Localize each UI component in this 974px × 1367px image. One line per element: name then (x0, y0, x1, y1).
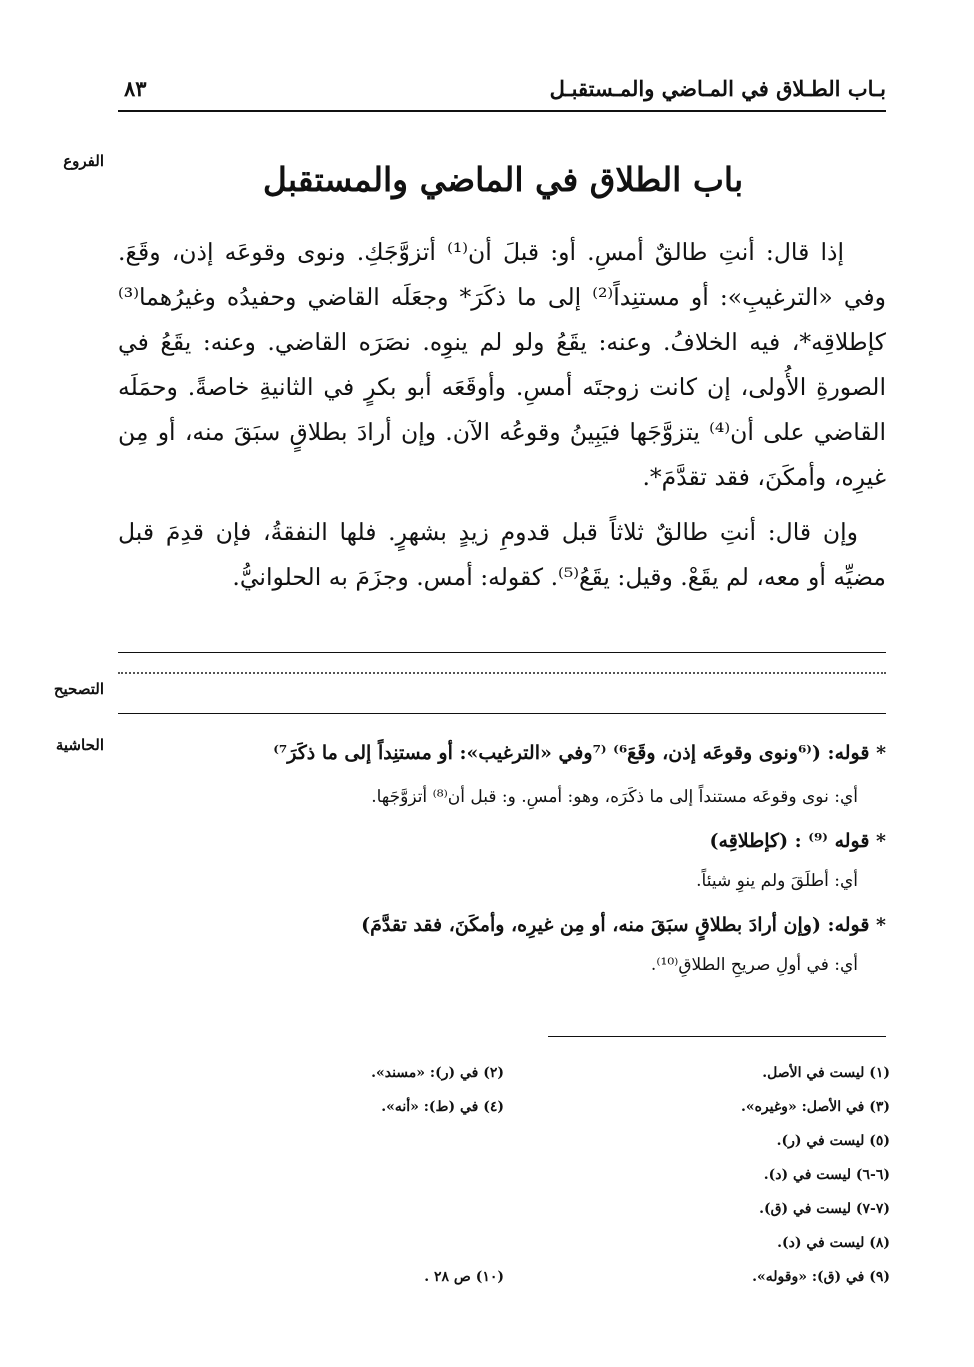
footnote: (٥) ليست في (ر). (776, 1133, 890, 1149)
footnotes-right-column (580, 1056, 890, 1294)
section-rule-top (118, 652, 886, 653)
footnote-rule (548, 1036, 886, 1037)
page-header (118, 72, 886, 112)
running-title: بـاب الطـلاق في المـاضي والمـستقبـل (549, 76, 886, 101)
hashiya-note-3: أي: في أولِ صريحِ الطلاقِ⁽¹⁰⁾. (650, 955, 858, 975)
hashiya-note-1: أي: نوى وقوعَه مستنداً إلى ما ذكَرَه، وهو: أمسِ. و: قبل أن⁽⁸⁾ أتزوَّجَها. (371, 787, 858, 807)
footnote: (٨) ليست في (د). (777, 1235, 890, 1251)
main-text (118, 230, 886, 610)
main-paragraph-1: إذا قال: أنتِ طالقٌ أمسِ. أو: قبلَ أن⁽¹⁾ أتزوَّجَكِ. ونوى وقوعَه إذن، وقَعَ. وفي «الترغيبِ»: أو مستنِداً⁽²⁾ إلى ما ذكَرَ* وجعَلَه القاضي وحفيدُه وغيرُهما⁽³⁾ كإطلاقِه*، فيه الخلافُ. وعنه: يقَعُ ولو لم ينوِه. نصَرَه القاضي. وعنه: يقَعُ في الصورةِ الأُولى، إن كانت زوجتَه أمسِ. وأوقَعَه أبو بكرٍ في الثانيةِ خاصةً. وحمَلَه القاضي على أن⁽⁴⁾ يتزوَّجَها فيَبِينُ وقوعُه الآن. وإن أرادَ بطلاقٍ سبَقَ منه، أو مِن غيرِه، وأمكَنَ، فقد تقدَّمَ*. (118, 238, 887, 491)
footnote: (١) ليست في الأصل. (762, 1065, 890, 1081)
footnotes-left-column (244, 1056, 504, 1294)
tashih-dotted-line (118, 672, 886, 694)
footnote: (٩) في (ق): «وقوله». (752, 1269, 890, 1285)
hashiya-section (118, 736, 886, 992)
side-label-furu: الفروع (63, 152, 104, 170)
hashiya-item-1: * قوله: (⁽⁶ونوى وقوعَه إذن، وقَعَ⁶⁾ ⁽⁷وفي «الترغيب»: أو مستنِداً إلى ما ذكَرَ⁷⁾ (273, 742, 886, 764)
header-rule (118, 110, 886, 112)
footnote: (٦-٦) ليست في (د). (763, 1167, 890, 1183)
footnote: (٤) في (ط): «أنه». (381, 1099, 504, 1115)
page-number: ٨٣ (124, 76, 147, 101)
footnote: (٣) في الأصل: «وغيره». (740, 1099, 890, 1115)
section-rule-bottom (118, 713, 886, 714)
main-paragraph-2: وإن قال: أنتِ طالقٌ ثلاثاً قبل قدومِ زيدٍ بشهرٍ. فلها النفقةُ، فإن قدِمَ قبل مضيِّه أو معه، لم يقَعْ. وقيل: يقَعُ⁽⁵⁾. كقوله: أمس. وجزَمَ به الحلوانيُّ. (118, 518, 886, 591)
chapter-title: باب الطلاق في الماضي والمستقبل (262, 160, 744, 199)
footnote: (٧-٧) ليست في (ق). (759, 1201, 890, 1217)
hashiya-item-3: * قوله: (وإن أرادَ بطلاقٍ سبَقَ منه، أو مِن غيرِه، وأمكَنَ، فقد تقدَّمَ) (361, 914, 886, 936)
footnote: (١٠) ص ٢٨ . (424, 1269, 504, 1285)
hashiya-note-2: أي: أطلَقَ ولم ينوِ شيئاً. (696, 871, 858, 891)
side-label-tashih: التصحيح (53, 680, 104, 698)
footnote: (٢) في (ر): «مسند». (371, 1065, 504, 1081)
side-label-hashiya: الحاشية (55, 736, 104, 754)
hashiya-item-2: * قوله ⁽⁹⁾ : (كإطلاقِه) (709, 830, 886, 852)
